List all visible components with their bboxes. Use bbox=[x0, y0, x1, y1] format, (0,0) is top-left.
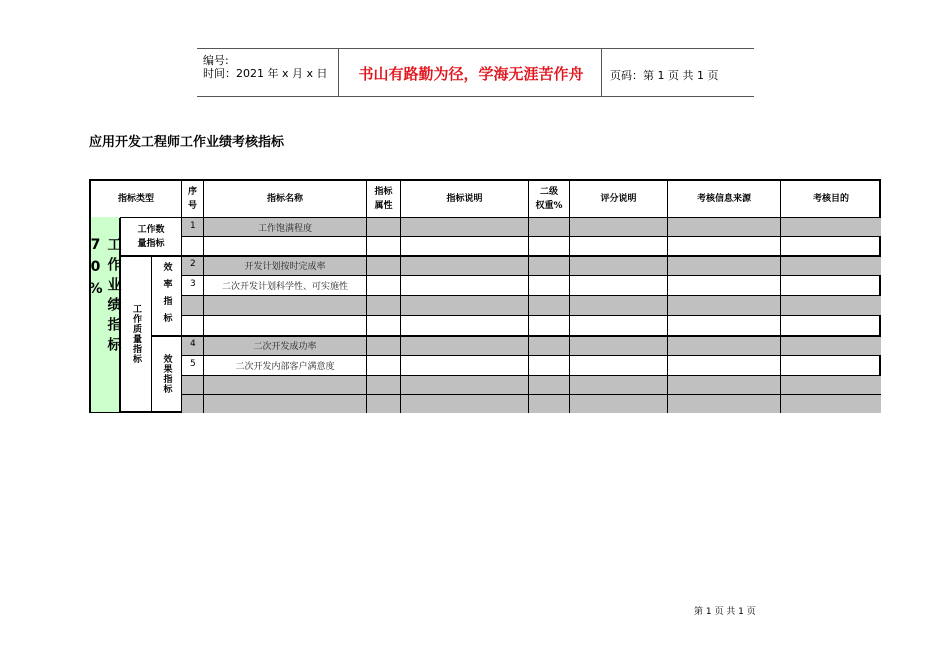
row-2-weight bbox=[529, 237, 570, 256]
row-7-desc bbox=[401, 336, 529, 356]
row-3-name: 开发计划按时完成率 bbox=[204, 256, 367, 276]
row-4-source bbox=[668, 276, 781, 296]
row-4-name: 二次开发计划科学性、可实施性 bbox=[204, 276, 367, 296]
page-footer: 第 1 页 共 1 页 bbox=[694, 607, 756, 617]
quality-group-label: 工作质量指标 bbox=[131, 304, 141, 364]
document-header bbox=[197, 48, 754, 97]
row-7-weight bbox=[529, 336, 570, 356]
row-9-desc bbox=[401, 376, 529, 395]
row-9-weight bbox=[529, 376, 570, 395]
col-header-score: 评分说明 bbox=[570, 181, 668, 218]
col-header-attr bbox=[367, 181, 401, 218]
row-2-purpose bbox=[781, 237, 881, 256]
col-header-seq-line1: 序 bbox=[187, 187, 197, 197]
category-divider bbox=[119, 218, 121, 413]
row-9-name bbox=[204, 376, 367, 395]
row-4-purpose bbox=[781, 276, 881, 296]
row-2-no bbox=[182, 237, 204, 256]
row-1-attr bbox=[367, 218, 401, 237]
page-label: 页码：第 1 页 共 1 页 bbox=[610, 69, 719, 82]
effect-group-cell bbox=[152, 336, 182, 413]
effect-group-label: 效果指标 bbox=[161, 354, 172, 394]
row-10-no bbox=[182, 395, 204, 413]
row-5-desc bbox=[401, 296, 529, 316]
row-8-name: 二次开发内部客户满意度 bbox=[204, 356, 367, 376]
row-5-attr bbox=[367, 296, 401, 316]
row-5-score bbox=[570, 296, 668, 316]
efficiency-group-label: 效率指标 bbox=[161, 261, 172, 330]
col-header-seq bbox=[182, 181, 204, 218]
row-4-attr bbox=[367, 276, 401, 296]
row-8-desc bbox=[401, 356, 529, 376]
row-7-source bbox=[668, 336, 781, 356]
row-6-purpose bbox=[781, 316, 881, 336]
row-10-weight bbox=[529, 395, 570, 413]
row-2-score bbox=[570, 237, 668, 256]
row-7-name: 二次开发成功率 bbox=[204, 336, 367, 356]
row-6-attr bbox=[367, 316, 401, 336]
row-9-no bbox=[182, 376, 204, 395]
row-3-source bbox=[668, 256, 781, 276]
row-5-source bbox=[668, 296, 781, 316]
row-1-weight bbox=[529, 218, 570, 237]
main-category-label: 工作业绩指标70% bbox=[87, 237, 122, 357]
col-header-seq-line2: 号 bbox=[187, 201, 197, 211]
col-header-desc: 指标说明 bbox=[401, 181, 529, 218]
row-2-source bbox=[668, 237, 781, 256]
row-7-no: 4 bbox=[182, 336, 204, 356]
row-3-score bbox=[570, 256, 668, 276]
row-9-attr bbox=[367, 376, 401, 395]
document-title: 应用开发工程师工作业绩考核指标 bbox=[89, 135, 285, 150]
row-6-source bbox=[668, 316, 781, 336]
row-1-score bbox=[570, 218, 668, 237]
row-6-weight bbox=[529, 316, 570, 336]
row-8-score bbox=[570, 356, 668, 376]
row-4-score bbox=[570, 276, 668, 296]
time-label: 时间：2021 年 x 月 x 日 bbox=[203, 67, 328, 80]
row-6-desc bbox=[401, 316, 529, 336]
kpi-table bbox=[89, 179, 881, 413]
row-3-desc bbox=[401, 256, 529, 276]
row-8-source bbox=[668, 356, 781, 376]
row-4-weight bbox=[529, 276, 570, 296]
row-8-purpose bbox=[781, 356, 881, 376]
number-label: 编号: bbox=[203, 54, 229, 67]
group-divider-1 bbox=[121, 255, 881, 257]
header-info-cell bbox=[197, 49, 339, 96]
row-9-purpose bbox=[781, 376, 881, 395]
row-7-score bbox=[570, 336, 668, 356]
header-page-cell bbox=[601, 49, 755, 96]
row-8-no: 5 bbox=[182, 356, 204, 376]
row-1-purpose bbox=[781, 218, 881, 237]
efficiency-group-cell bbox=[152, 256, 182, 336]
col-header-name: 指标名称 bbox=[204, 181, 367, 218]
row-5-weight bbox=[529, 296, 570, 316]
row-6-no bbox=[182, 316, 204, 336]
row-4-no: 3 bbox=[182, 276, 204, 296]
row-2-attr bbox=[367, 237, 401, 256]
row-3-no: 2 bbox=[182, 256, 204, 276]
col-header-type: 指标类型 bbox=[91, 181, 182, 218]
row-6-name bbox=[204, 316, 367, 336]
workload-label-line1: 工作数 bbox=[137, 224, 165, 235]
row-5-purpose bbox=[781, 296, 881, 316]
workload-group-cell bbox=[121, 218, 182, 256]
row-3-purpose bbox=[781, 256, 881, 276]
col-header-weight-line1: 二级 bbox=[539, 187, 558, 197]
row-2-name bbox=[204, 237, 367, 256]
col-header-weight bbox=[529, 181, 570, 218]
row-10-score bbox=[570, 395, 668, 413]
col-header-weight-line2: 权重% bbox=[535, 201, 563, 211]
row-10-source bbox=[668, 395, 781, 413]
row-3-weight bbox=[529, 256, 570, 276]
row-5-name bbox=[204, 296, 367, 316]
row-10-desc bbox=[401, 395, 529, 413]
row-10-purpose bbox=[781, 395, 881, 413]
workload-label-line2: 量指标 bbox=[137, 238, 165, 249]
row-7-attr bbox=[367, 336, 401, 356]
row-7-purpose bbox=[781, 336, 881, 356]
row-1-source bbox=[668, 218, 781, 237]
row-3-attr bbox=[367, 256, 401, 276]
row-6-score bbox=[570, 316, 668, 336]
row-5-no bbox=[182, 296, 204, 316]
row-1-desc bbox=[401, 218, 529, 237]
row-8-attr bbox=[367, 356, 401, 376]
col-header-attr-line2: 属性 bbox=[374, 201, 393, 211]
row-2-desc bbox=[401, 237, 529, 256]
main-category-cell bbox=[87, 217, 122, 413]
col-header-attr-line1: 指标 bbox=[374, 187, 393, 197]
motto-text: 书山有路勤为径，学海无涯苦作舟 bbox=[358, 65, 584, 83]
group-divider-2 bbox=[152, 335, 881, 337]
row-1-no: 1 bbox=[182, 218, 204, 237]
row-8-weight bbox=[529, 356, 570, 376]
quality-group-cell bbox=[121, 256, 152, 413]
row-10-attr bbox=[367, 395, 401, 413]
row-4-desc bbox=[401, 276, 529, 296]
col-header-purpose: 考核目的 bbox=[781, 181, 881, 218]
col-header-source: 考核信息来源 bbox=[668, 181, 781, 218]
row-9-score bbox=[570, 376, 668, 395]
row-10-name bbox=[204, 395, 367, 413]
row-1-name: 工作饱满程度 bbox=[204, 218, 367, 237]
row-9-source bbox=[668, 376, 781, 395]
